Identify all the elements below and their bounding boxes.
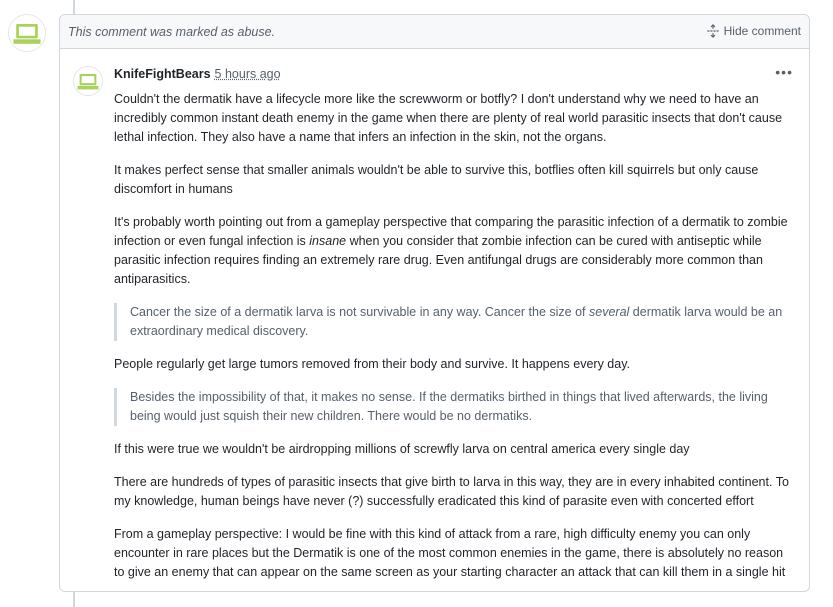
briefcase-avatar-icon xyxy=(9,15,45,51)
paragraph-3-text-a: It's probably worth pointing out from a gameplay perspective that comparing the parasitic infection of a dermatik to zombie infection or even fungal infection is xyxy=(114,215,788,248)
comment-author-avatar[interactable] xyxy=(73,66,103,96)
unfold-icon xyxy=(706,24,720,38)
quote-2 xyxy=(114,388,794,426)
paragraph-7: From a gameplay perspective: I would be fine with this kind of attack from a rare, high difficulty enemy you can only encounter in rare places but the Dermatik is one of the most common enemies in the game, there is absolutely no reason to give an enemy that can appear on the same screen as your starting character an attack that can kill them in a single hit xyxy=(114,527,786,579)
user-avatar[interactable] xyxy=(8,14,46,52)
quote-1-text-a: Cancer the size of a dermatik larva is not survivable in any way. Cancer the size of xyxy=(130,305,590,319)
quote-1 xyxy=(114,303,794,341)
author-link[interactable]: KnifeFightBears xyxy=(114,67,211,81)
comment-body xyxy=(114,90,794,592)
paragraph-3-emphasis: insane xyxy=(309,234,347,248)
hide-comment-button[interactable] xyxy=(706,24,801,38)
comment-meta xyxy=(114,67,281,81)
abuse-notice: This comment was marked as abuse. xyxy=(68,25,276,39)
quote-1-text-b: dermatik larva would be an extraordinary medical discovery. xyxy=(130,305,783,338)
quote-1-text xyxy=(130,303,794,341)
paragraph-2: It makes perfect sense that smaller animals wouldn't be able to survive this, botflies often kill squirrels but only cause discomfort in humans xyxy=(114,163,759,196)
paragraph-3-text-b: when you consider that zombie infection can be cured with antiseptic while parasitic infection requires finding an extremely rare drug. Even antifungal drugs are considerably more common than antiparasitics. xyxy=(114,234,763,286)
kebab-horizontal-icon[interactable]: ••• xyxy=(775,64,793,80)
timestamp-link[interactable]: 5 hours ago xyxy=(214,67,281,81)
paragraph-5: If this were true we wouldn't be airdropping millions of screwfly larva on central america every single day xyxy=(114,442,690,456)
paragraph-6: There are hundreds of types of parasitic insects that give birth to larva in this way, they are in every inhabited continent. To my knowledge, human beings have never (?) successfully eradicated this kind of parasite even with concerted effort xyxy=(114,475,789,508)
quote-1-emphasis: several xyxy=(589,305,630,319)
comment-card xyxy=(59,14,810,592)
briefcase-avatar-icon xyxy=(74,67,102,95)
paragraph-3 xyxy=(114,213,794,289)
quote-2-text: Besides the impossibility of that, it makes no sense. If the dermatiks birthed in things that lived afterwards, the living being would just squish their new children. There would be no dermatiks. xyxy=(130,390,768,423)
paragraph-1: Couldn't the dermatik have a lifecycle more like the screwworm or botfly? I don't understand why we need to have an incredibly common instant death enemy in the game when there are plenty of real world parasitic insects that don't cause lethal infection. They also have a name that infers an infection in the skin, not the organs. xyxy=(114,92,783,144)
minimized-comment-header xyxy=(60,15,809,49)
paragraph-4: People regularly get large tumors removed from their body and survive. It happens every day. xyxy=(114,357,631,371)
hide-comment-label: Hide comment xyxy=(723,24,801,38)
